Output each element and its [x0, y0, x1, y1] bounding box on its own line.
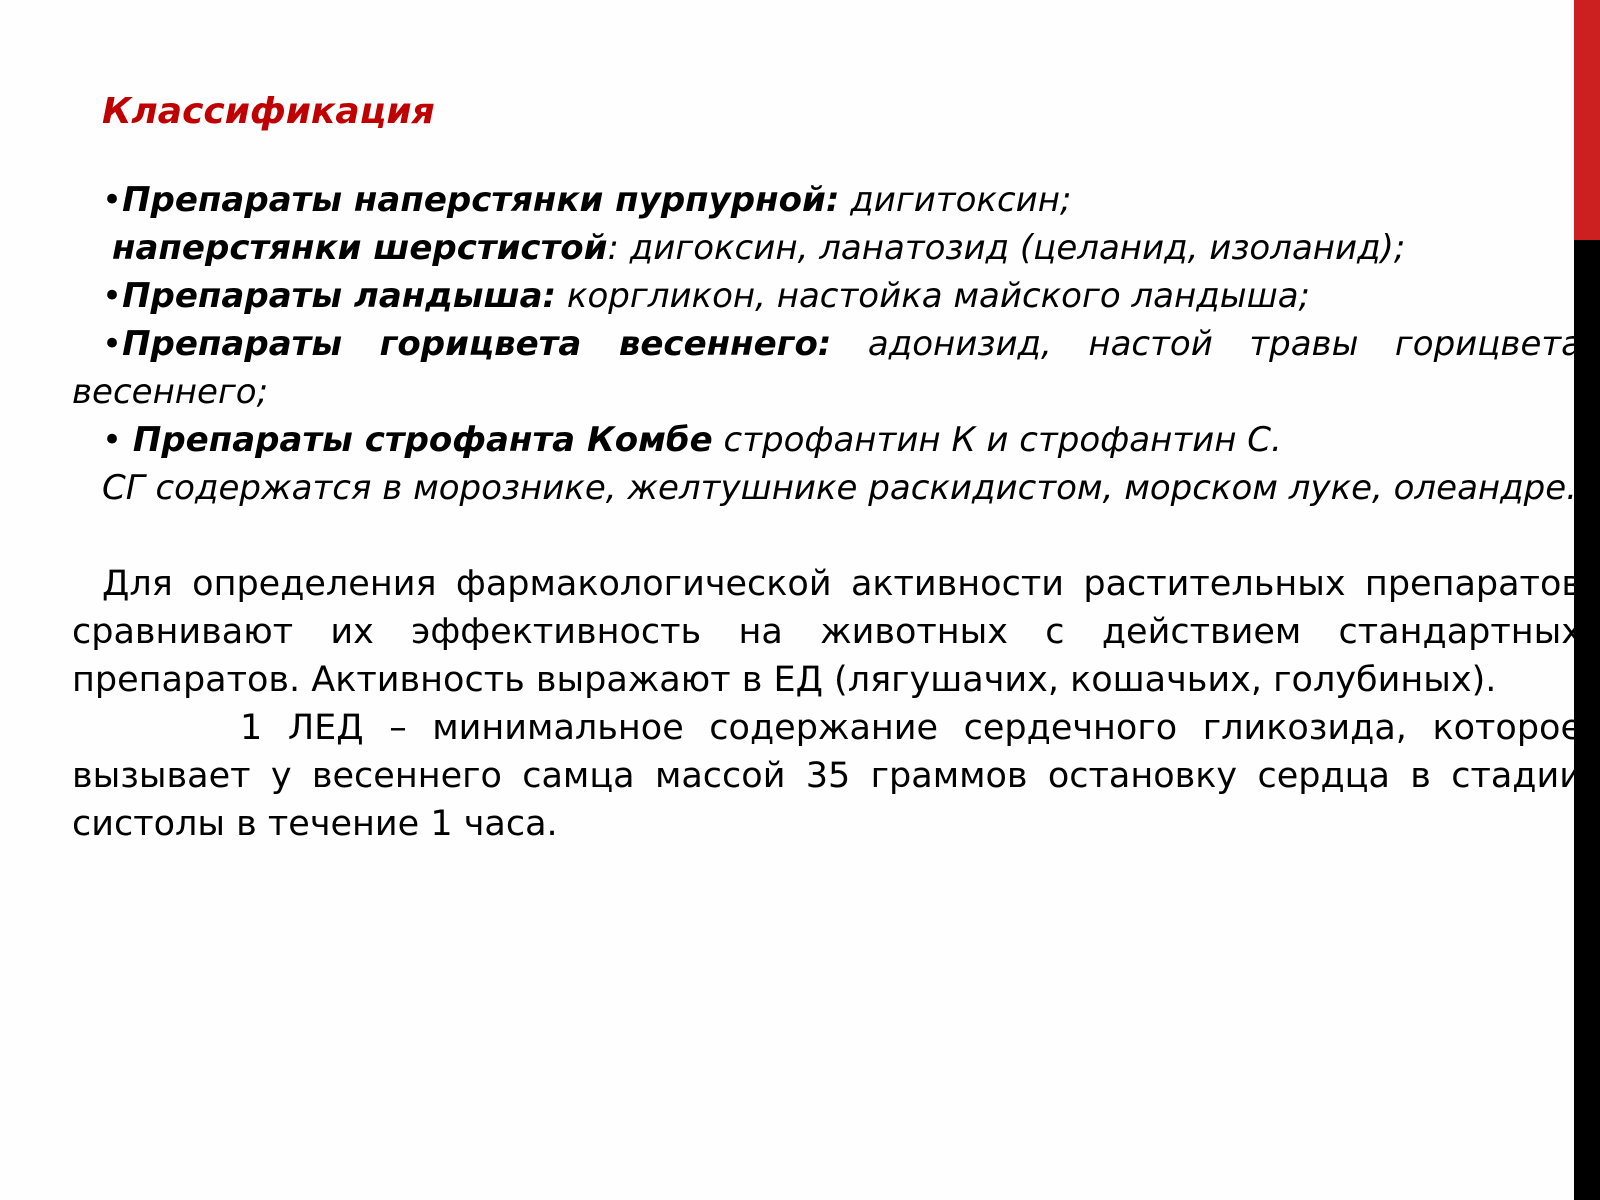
- list-item: • Препараты строфанта Комбе строфантин К и строфантин С.: [102, 420, 1282, 460]
- item-drugs: строфантин К и строфантин С.: [712, 420, 1282, 460]
- list-item: •Препараты горицвета весеннего: адонизид, настой травы горицвета весеннего;: [72, 324, 1582, 412]
- item-drugs: дигитоксин;: [839, 180, 1072, 220]
- item-name: наперстянки шерстистой: [112, 228, 608, 268]
- slide-content: [72, 80, 1582, 848]
- item-name: Препараты строфанта Комбе: [132, 420, 713, 460]
- list-item: •Препараты ландыша: коргликон, настойка майского ландыша;: [102, 276, 1311, 316]
- paragraph-led: 1 ЛЕД – минимальное содержание сердечного гликозида, которое вызывает у весеннего самца массой 35 граммов остановку сердца в стадии систолы в течение 1 часа.: [72, 708, 1582, 844]
- item-drugs: адонизид, настой травы горицвета весеннего;: [72, 324, 1582, 412]
- classification-list: [72, 176, 1582, 512]
- slide-heading: Классификация: [102, 91, 435, 132]
- activity-text: [72, 560, 1582, 848]
- item-drugs: коргликон, настойка майского ландыша;: [556, 276, 1311, 316]
- list-item: [72, 224, 1582, 272]
- item-name: Препараты ландыша:: [122, 276, 557, 316]
- item-drugs: : дигоксин, ланатозид (целанид, изоланид);: [607, 228, 1406, 268]
- glycoside-note: СГ содержатся в морознике, желтушнике раскидистом, морском луке, олеандре.: [102, 468, 1577, 508]
- item-name: Препараты наперстянки пурпурной:: [122, 180, 840, 220]
- item-name: Препараты горицвета весеннего:: [122, 324, 832, 364]
- paragraph-activity: Для определения фармакологической активности растительных препаратов сравнивают их эффективность на животных с действием стандартных препаратов. Активность выражают в ЕД (лягушачих, кошачьих, голубиных).: [72, 564, 1582, 700]
- list-item: •Препараты наперстянки пурпурной: дигитоксин;: [102, 180, 1072, 220]
